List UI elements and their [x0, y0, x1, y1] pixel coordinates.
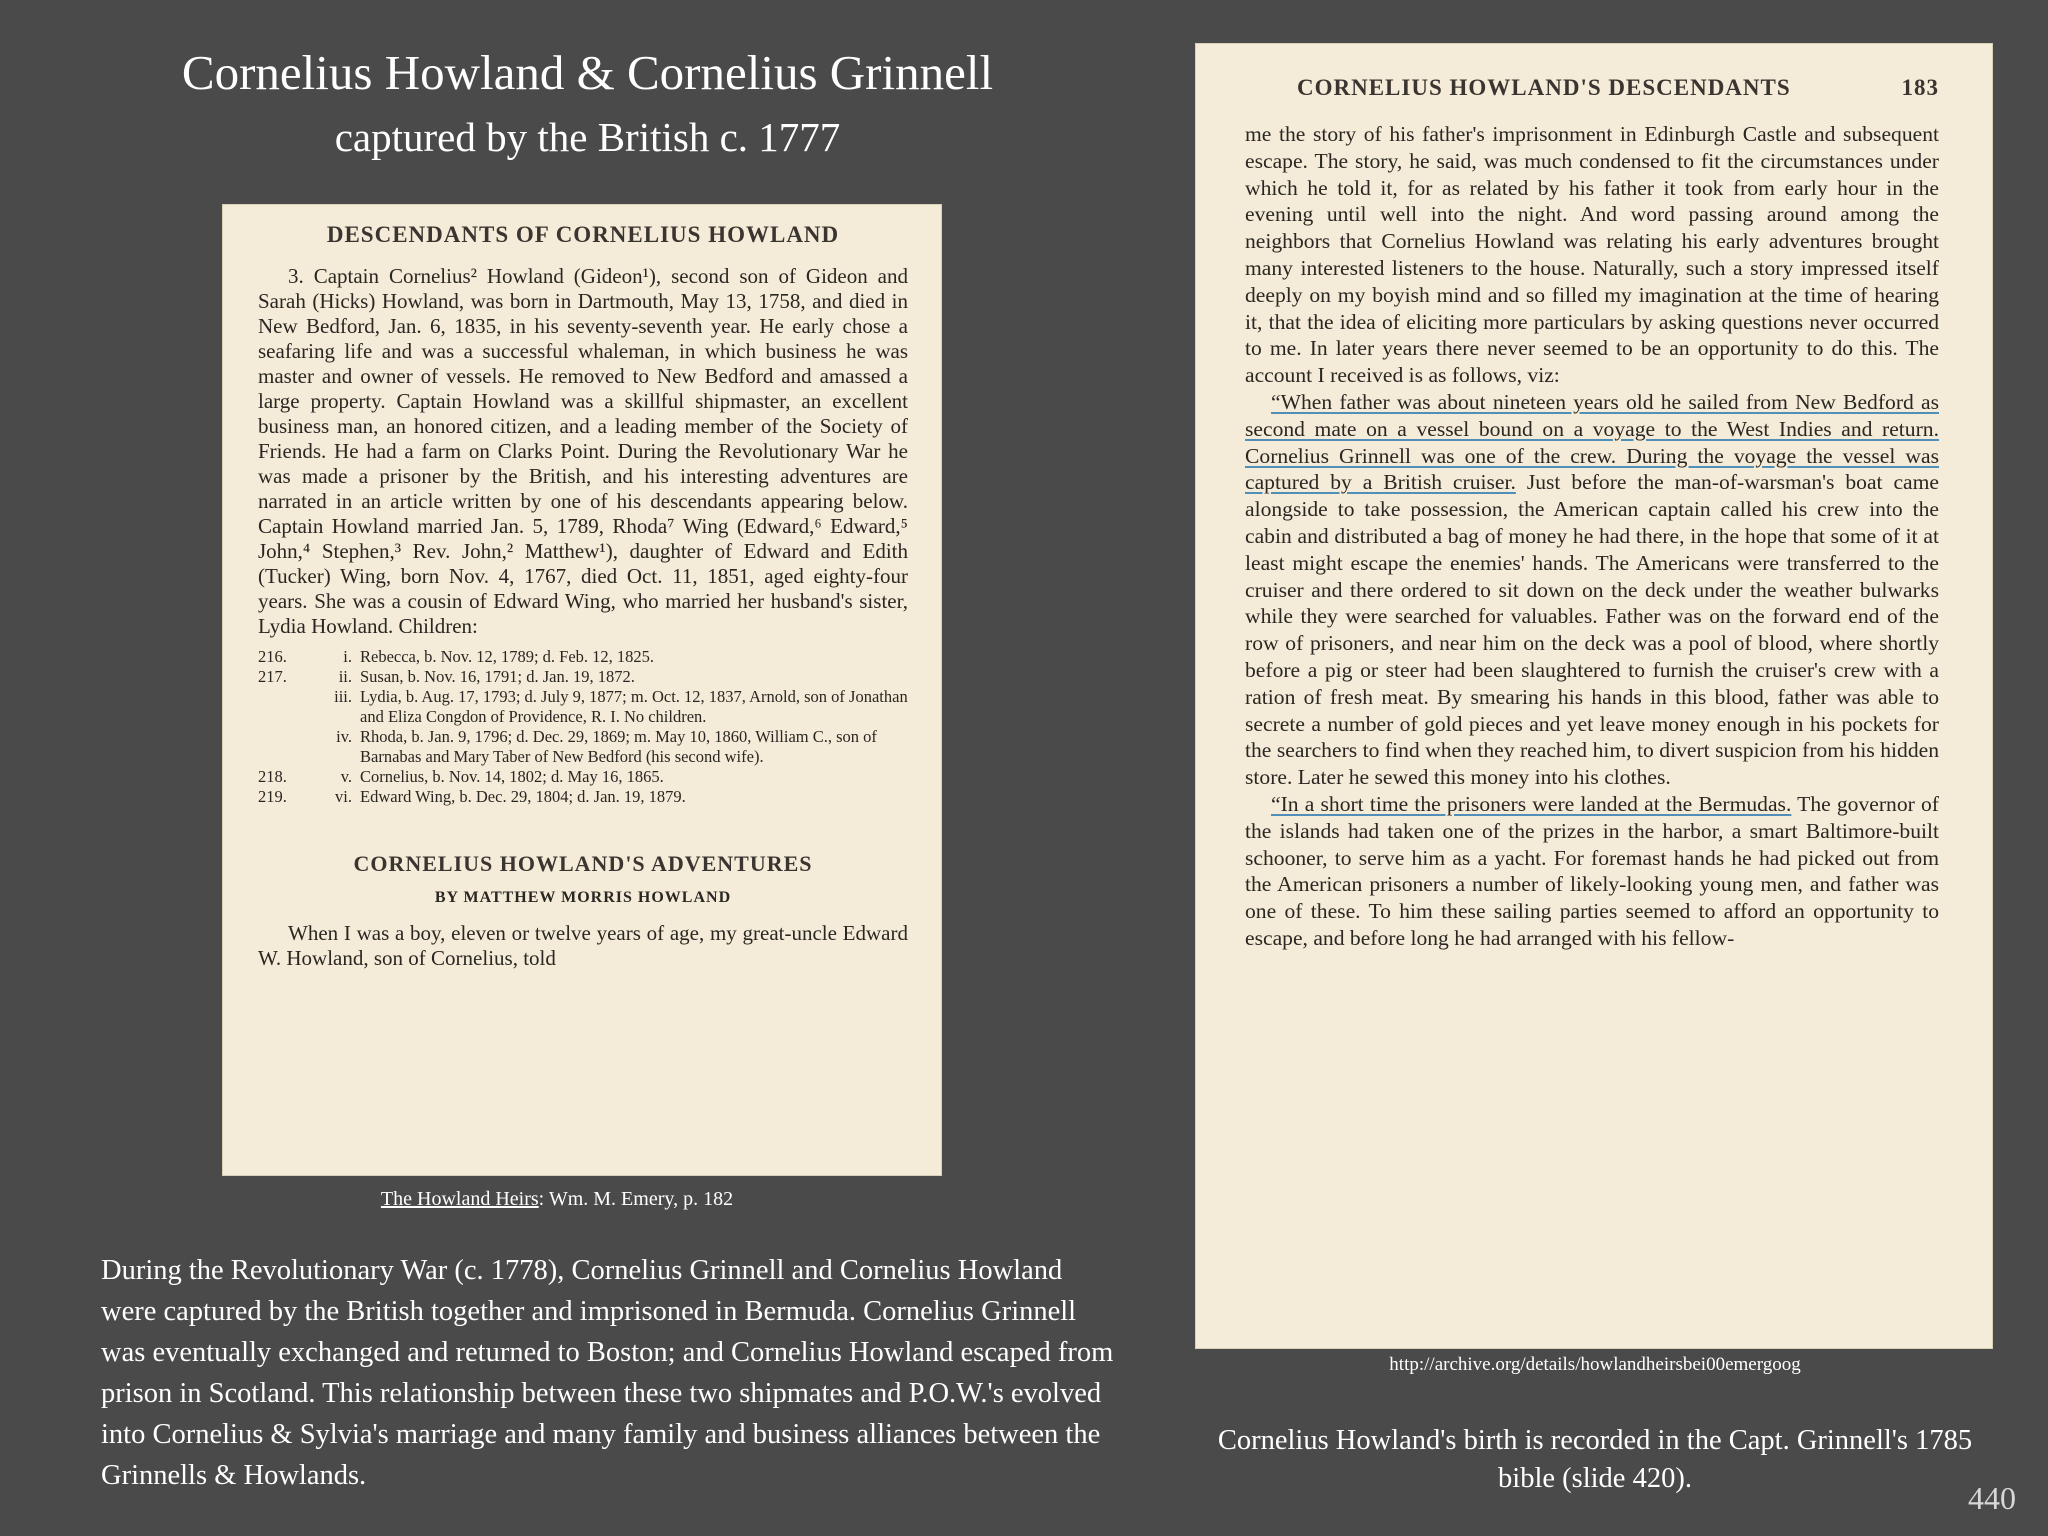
child-entry	[258, 667, 908, 687]
page-header: DESCENDANTS OF CORNELIUS HOWLAND	[326, 222, 840, 247]
child-entry	[258, 767, 908, 787]
passage-continuation: The governor of the islands had taken one of the prizes in the harbor, a smart Baltimore-built schooner, to serve him as a yacht. For foremast hands he had picked out from the American prisoners a number of likely-looking young men, and father was one of these. To him these sailing parties seemed to afford an opportunity to escape, and before long he had arranged with his fellow-	[1245, 791, 1939, 950]
underlined-passage: “When father was about nineteen years old he sailed from New Bedford as second mate on a vessel bound on a voyage to the West Indies and return. Cornelius Grinnell was one of the crew. During the voyage the vessel was captured by a British cruiser.	[1245, 389, 1939, 495]
page-paragraph: 3. Captain Cornelius² Howland (Gideon¹), second son of Gideon and Sarah (Hicks) Howland, was born in Dartmouth, May 13, 1758, and died in New Bedford, Jan. 6, 1835, in his seventy-seventh year. He early chose a seafaring life and was a successful whaleman, in which business he was master and owner of vessels. He removed to New Bedford and amassed a large property. Captain Howland was a skillful shipmaster, an excellent business man, an honored citizen, and a leading member of the Society of Friends. He had a farm on Clarks Point. During the Revolutionary War he was made a prisoner by the British, and his interesting adventures are narrated in an article written by one of his descendants appearing below. Captain Howland married Jan. 5, 1789, Rhoda⁷ Wing (Edward,⁶ Edward,⁵ John,⁴ Stephen,³ Rev. John,² Matthew¹), daughter of Edward and Edith (Tucker) Wing, born Nov. 4, 1767, died Oct. 11, 1851, aged eighty-four years. She was a cousin of Edward Wing, who married her husband's sister, Lydia Howland. Children:	[258, 264, 908, 638]
source-caption	[222, 1188, 892, 1211]
child-num	[258, 727, 310, 767]
child-num: 218.	[258, 767, 287, 786]
section-paragraph: When I was a boy, eleven or twelve years of age, my great-uncle Edward W. Howland, son of Cornelius, told	[258, 921, 908, 970]
child-entry	[258, 647, 908, 667]
child-entry	[258, 787, 908, 807]
child-text: Lydia, b. Aug. 17, 1793; d. July 9, 1877; m. Oct. 12, 1837, Arnold, son of Jonathan and Eliza Congdon of Providence, R. I. No children.	[360, 687, 908, 726]
child-text: Edward Wing, b. Dec. 29, 1804; d. Jan. 19, 1879.	[360, 787, 686, 806]
page-header: CORNELIUS HOWLAND'S DESCENDANTS	[1297, 75, 1791, 100]
child-entry	[258, 687, 908, 727]
child-roman: v.	[340, 767, 352, 786]
child-text: Rebecca, b. Nov. 12, 1789; d. Feb. 12, 1825.	[360, 647, 655, 666]
book-page-scan-right	[1195, 43, 1993, 1349]
book-page-scan-left	[222, 204, 942, 1176]
source-title: The Howland Heirs	[380, 1188, 539, 1210]
slide-title: Cornelius Howland & Cornelius Grinnell	[181, 45, 994, 100]
slide-subtitle: captured by the British c. 1777	[334, 114, 841, 160]
page-paragraph-1: me the story of his father's imprisonment in Edinburgh Castle and subsequent escape. The story, he said, was much condensed to fit the circumstances under which he told it, for as related by his father it took from early hour in the evening until well into the night. And word passing around among the neighbors that Cornelius Howland was relating his early adventures brought many interested listeners to the house. Naturally, such a story impressed itself deeply on my boyish mind and so filled my imagination at the time of hearing it, that the idea of eliciting more particulars by asking questions never occurred to me. In later years there never seemed to be an opportunity to do this. The account I received is as follows, viz:	[1245, 122, 1939, 388]
child-num	[258, 687, 310, 727]
section-title: CORNELIUS HOWLAND'S ADVENTURES	[353, 851, 813, 876]
child-num: 217.	[258, 667, 287, 686]
archive-url: http://archive.org/details/howlandheirsbei00emergoog	[1389, 1354, 1801, 1375]
child-roman: iv.	[336, 727, 352, 746]
source-rest: : Wm. M. Emery, p. 182	[538, 1188, 734, 1210]
byline: BY MATTHEW MORRIS HOWLAND	[434, 889, 732, 906]
child-roman: iii.	[334, 687, 352, 706]
child-num: 216.	[258, 647, 287, 666]
page-number: 183	[1901, 75, 1939, 100]
child-roman: i.	[343, 647, 352, 666]
passage-continuation: Just before the man-of-warsman's boat came alongside to take possession, the American captain called his crew into the cabin and distributed a bag of money he had there, in the hope that some of it at least might escape the enemies' hands. The Americans were transferred to the cruiser and there ordered to sit down on the deck under the weather bulwarks while they were searched for valuables. Father was on the forward end of the row of prisoners, and near him on the deck was a pool of blood, where shortly before a pig or steer had been slaughtered to furnish the cruiser's crew with a ration of fresh meat. By smearing his hands in this blood, father was able to secrete a number of gold pieces and yet leave money enough in his pockets for the searchers to find when they reached him, to divert suspicion from his hidden store. Later he sewed this money into his clothes.	[1245, 470, 1939, 790]
child-roman: vi.	[335, 787, 352, 806]
page-paragraph-2	[1245, 389, 1939, 791]
child-entry	[258, 727, 908, 767]
child-roman: ii.	[338, 667, 352, 686]
child-text: Susan, b. Nov. 16, 1791; d. Jan. 19, 1872.	[360, 667, 635, 686]
children-list	[258, 647, 908, 807]
slide-body-text: During the Revolutionary War (c. 1778), Cornelius Grinnell and Cornelius Howland were captured by the British together and imprisoned in Bermuda. Cornelius Grinnell was eventually exchanged and returned to Boston; and Cornelius Howland escaped from prison in Scotland. This relationship between these two shipmates and P.O.W.'s evolved into Cornelius & Sylvia's marriage and many family and business alliances between the Grinnells & Howlands.	[101, 1255, 1114, 1491]
underlined-passage: “In a short time the prisoners were landed at the Bermudas.	[1271, 791, 1792, 816]
slide-number: 440	[1968, 1480, 2016, 1516]
page-paragraph-3	[1245, 791, 1939, 952]
child-text: Rhoda, b. Jan. 9, 1796; d. Dec. 29, 1869; m. May 10, 1860, William C., son of Barnabas and Mary Taber of New Bedford (his second wife).	[360, 727, 877, 766]
birth-record-note: Cornelius Howland's birth is recorded in the Capt. Grinnell's 1785 bible (slide 420).	[1217, 1425, 1973, 1494]
child-text: Cornelius, b. Nov. 14, 1802; d. May 16, 1865.	[360, 767, 664, 786]
child-num: 219.	[258, 787, 287, 806]
